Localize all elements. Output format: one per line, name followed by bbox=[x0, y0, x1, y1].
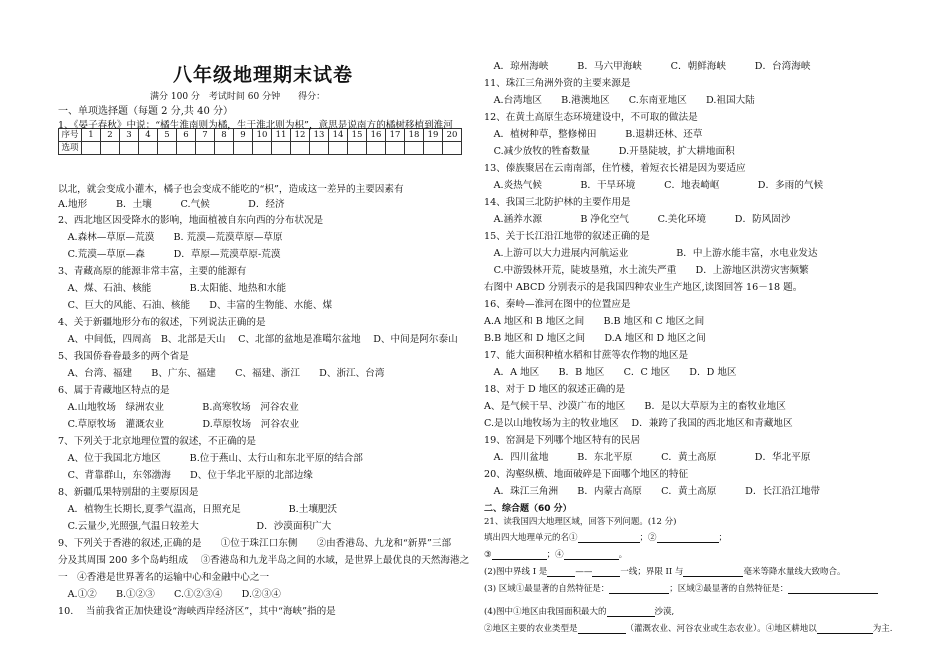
fill-blank[interactable] bbox=[492, 549, 547, 560]
answer-cell[interactable] bbox=[234, 142, 253, 155]
grid-number: 19 bbox=[424, 129, 443, 142]
option-line: C、巨大的风能、石油、核能 D、丰富的生物能、水能、煤 bbox=[58, 300, 333, 311]
question-line: 13、傣族聚居在云南南部，住竹楼，着短衣长裙是因为要适应 bbox=[484, 163, 746, 174]
section-2-heading: 二、综合题（60 分） bbox=[484, 504, 572, 514]
question-line: 以北，就会变成小灌木，橘子也会变成不能吃的“枳”，造成这一差异的主要因素有 bbox=[58, 184, 404, 195]
q21-text: （灌溉农业、河谷农业或生态农业）。④地区耕地以 bbox=[625, 624, 817, 634]
option-line: A.炎热气候 B．干旱环境 C．地表崎岖 D．多雨的气候 bbox=[484, 180, 824, 191]
grid-number: 4 bbox=[139, 129, 158, 142]
option-line: B.B 地区和 D 地区之间 D.A 地区和 D 地区之间 bbox=[484, 333, 706, 344]
option-line: A.①② B.①②③ C.①②③④ D.②③④ bbox=[58, 589, 281, 600]
question-line: 7、下列关于北京地理位置的叙述，不正确的是 bbox=[58, 436, 256, 447]
question-line: 4、关于新疆地形分布的叙述，下列说法正确的是 bbox=[58, 317, 266, 328]
option-line: A.台湾地区 B.港澳地区 C.东南亚地区 D.祖国大陆 bbox=[484, 95, 755, 106]
option-line: A、中间低，四周高 B、北部是天山 C、北部的盆地是准噶尔盆地 D、中间是阿尔泰山 bbox=[58, 334, 458, 345]
q21-text: ②地区主要的农业类型是 bbox=[484, 624, 578, 634]
question-line: 一 ④香港是世界著名的运输中心和金融中心之一 bbox=[58, 572, 270, 583]
fill-blank[interactable] bbox=[578, 532, 640, 543]
option-line: A．A 地区 B．B 地区 C．C 地区 D．D 地区 bbox=[484, 367, 737, 378]
answer-cell[interactable] bbox=[196, 142, 215, 155]
question-line: 17、能大面积种植水稻和甘蔗等农作物的地区是 bbox=[484, 350, 689, 361]
q21-text: ；④ bbox=[546, 550, 564, 560]
grid-number: 2 bbox=[101, 129, 120, 142]
q21-text: (2)图中界线 I 是 bbox=[484, 567, 548, 577]
option-line: C.荒漠—草原—森 D．草原—荒漠草原-荒漠 bbox=[58, 249, 281, 260]
answer-cell[interactable] bbox=[348, 142, 367, 155]
question-line: 11、珠江三角洲外资的主要来源是 bbox=[484, 78, 631, 89]
grid-number: 6 bbox=[177, 129, 196, 142]
q21-line-5 bbox=[484, 605, 674, 617]
answer-cell[interactable] bbox=[158, 142, 177, 155]
answer-cell[interactable] bbox=[120, 142, 139, 155]
exam-info: 满分 100 分 考试时间 60 分钟 得分： bbox=[150, 92, 326, 102]
question-line: 20、沟壑纵横、地面破碎是下面哪个地区的特征 bbox=[484, 469, 689, 480]
grid-number: 17 bbox=[386, 129, 405, 142]
option-line: A.上游可以大力进展内河航运业 B．中上游水能丰富，水电业发达 bbox=[484, 248, 818, 259]
option-line: A.山地牧场 绿洲农业 B.高寒牧场 河谷农业 bbox=[58, 402, 299, 413]
answer-cell[interactable] bbox=[177, 142, 196, 155]
option-line: A．四川盆地 B．东北平原 C．黄土高原 D．华北平原 bbox=[484, 452, 811, 463]
fill-blank[interactable] bbox=[547, 566, 575, 577]
answer-cell[interactable] bbox=[329, 142, 348, 155]
q21-text: 沙漠, bbox=[654, 607, 675, 617]
q21-line-3 bbox=[484, 565, 845, 577]
question-line: 18、对于 D 地区的叙述正确的是 bbox=[484, 384, 626, 395]
q21-line-1 bbox=[484, 531, 727, 543]
answer-grid-option-row bbox=[59, 142, 462, 155]
answer-cell[interactable] bbox=[386, 142, 405, 155]
question-line: 3、青藏高原的能源非常丰富，主要的能源有 bbox=[58, 266, 247, 277]
q21-line-4 bbox=[484, 582, 878, 594]
grid-number: 3 bbox=[120, 129, 139, 142]
fill-blank[interactable] bbox=[657, 532, 719, 543]
question-line: 19、窑洞是下列哪个地区特有的民居 bbox=[484, 435, 641, 446]
grid-number: 8 bbox=[215, 129, 234, 142]
option-line: C.是以山地牧场为主的牧业地区 D．兼跨了我国的西北地区和青藏地区 bbox=[484, 418, 793, 429]
answer-cell[interactable] bbox=[82, 142, 101, 155]
q21-text: 一线；界限 II 与 bbox=[620, 567, 684, 577]
question-line: 2、西北地区因受降水的影响，地面植被自东向西的分布状况是 bbox=[58, 215, 324, 226]
answer-cell[interactable] bbox=[272, 142, 291, 155]
grid-number: 5 bbox=[158, 129, 177, 142]
option-line: A、台湾、福建 B、广东、福建 C、福建、浙江 D、浙江、台湾 bbox=[58, 368, 385, 379]
fill-blank[interactable] bbox=[578, 623, 626, 634]
fill-blank[interactable] bbox=[607, 606, 655, 617]
q21-text: ；② bbox=[639, 533, 657, 543]
fill-blank[interactable] bbox=[609, 583, 669, 594]
option-line: C.减少放牧的牲畜数量 D.开垦陡坡，扩大耕地面积 bbox=[484, 146, 735, 157]
question-line: 10. 当前我省正加快建设“海峡西岸经济区”，其中“海峡”指的是 bbox=[58, 606, 336, 617]
option-line: C.草原牧场 灌溉农业 D.草原牧场 河谷农业 bbox=[58, 419, 300, 430]
option-line: A.A 地区和 B 地区之间 B.B 地区和 C 地区之间 bbox=[484, 316, 705, 327]
question-line: 9、下列关于香港的叙述,正确的是 ①位于珠江口东侧 ②由香港岛、九龙和“新界”三部 bbox=[58, 538, 452, 549]
question-line: 12、在黄土高原生态环境建设中，不可取的做法是 bbox=[484, 112, 698, 123]
fill-blank[interactable] bbox=[817, 623, 873, 634]
grid-number: 9 bbox=[234, 129, 253, 142]
option-line: A．植树种草，整修梯田 B.退耕还林、还草 bbox=[484, 129, 703, 140]
fill-blank[interactable] bbox=[788, 583, 878, 594]
option-line: A．植物生长期长,夏季气温高，日照充足 B.土壤肥沃 bbox=[58, 504, 338, 515]
q21-text: (4)图中①地区由我国面积最大的 bbox=[484, 607, 607, 617]
question-line: 16、秦岭—淮河在图中的位置应是 bbox=[484, 299, 631, 310]
option-line: A、是气候干旱、沙漠广布的地区 B．是以大草原为主的畜牧业地区 bbox=[484, 401, 786, 412]
answer-cell[interactable] bbox=[215, 142, 234, 155]
option-line: C.中游毁林开荒，陡坡垦殖，水土流失严重 D．上游地区洪涝灾害频繁 bbox=[484, 265, 809, 276]
answer-grid bbox=[58, 128, 462, 155]
grid-row-head-number: 序号 bbox=[59, 129, 82, 142]
q21-text: ；区域②最显著的自然特征是： bbox=[669, 584, 789, 594]
answer-cell[interactable] bbox=[367, 142, 386, 155]
page-title: 八年级地理期末试卷 bbox=[172, 64, 353, 86]
q21-text: 为主. bbox=[872, 624, 893, 634]
option-line: A、煤、石油、核能 B.太阳能、地热和水能 bbox=[58, 283, 287, 294]
question-line: 14、我国三北防护林的主要作用是 bbox=[484, 197, 631, 208]
question-line: 15、关于长江沿江地带的叙述正确的是 bbox=[484, 231, 650, 242]
answer-cell[interactable] bbox=[443, 142, 462, 155]
answer-cell[interactable] bbox=[139, 142, 158, 155]
question-line: 1、《晏子春秋》中说：“橘生淮南则为橘，生于淮北则为枳”，意思是说南方的橘树移植到淮河 bbox=[58, 120, 453, 131]
answer-cell[interactable] bbox=[405, 142, 424, 155]
q21-text: 填出四大地理单元的名① bbox=[484, 533, 578, 543]
q21-text: —— bbox=[575, 567, 593, 577]
option-line: A．琼州海峡 B．马六甲海峡 C．朝鲜海峡 D．台湾海峡 bbox=[484, 61, 811, 72]
fill-blank[interactable] bbox=[683, 566, 743, 577]
q21-text: 。 bbox=[618, 550, 628, 560]
option-line: C、背靠群山，东邻渤海 D、位于华北平原的北部边缘 bbox=[58, 470, 313, 481]
answer-cell[interactable] bbox=[101, 142, 120, 155]
section-1-heading: 一、单项选择题（每题 2 分,共 40 分） bbox=[58, 106, 233, 117]
question-line: 分及其周围 200 多个岛屿组成 ③香港岛和九龙半岛之间的水域，是世界上最优良的天然海港之 bbox=[58, 555, 470, 566]
q21-intro: 21、读我国四大地理区域，回答下列问题。(12 分) bbox=[484, 517, 677, 527]
q21-line-2 bbox=[484, 548, 627, 560]
grid-row-head-option: 选项 bbox=[59, 142, 82, 155]
grid-number: 14 bbox=[329, 129, 348, 142]
instruction-line: 右图中 ABCD 分别表示的是我国四种农业生产地区,读图回答 16－18 题。 bbox=[484, 282, 803, 293]
option-line: A.森林—草原—荒漠 B. 荒漠—荒漠草原—草原 bbox=[58, 232, 283, 243]
question-line: 8、新疆瓜果特别甜的主要原因是 bbox=[58, 487, 199, 498]
grid-number: 10 bbox=[253, 129, 272, 142]
option-line: A.地形 B．土壤 C.气候 D．经济 bbox=[58, 199, 285, 210]
grid-number: 11 bbox=[272, 129, 291, 142]
q21-text: (3) 区域①最显著的自然特征是： bbox=[484, 584, 610, 594]
q21-text: ； bbox=[718, 533, 728, 543]
answer-cell[interactable] bbox=[310, 142, 329, 155]
q21-text: ③ bbox=[484, 550, 492, 560]
grid-number: 20 bbox=[443, 129, 462, 142]
grid-number: 12 bbox=[291, 129, 310, 142]
option-line: A.涵养水源 B 净化空气 C.美化环境 D．防风固沙 bbox=[484, 214, 791, 225]
grid-number: 7 bbox=[196, 129, 215, 142]
grid-number: 13 bbox=[310, 129, 329, 142]
option-line: A．珠江三角洲 B．内蒙古高原 C．黄土高原 D．长江沿江地带 bbox=[484, 486, 821, 497]
question-line: 6、属于青藏地区特点的是 bbox=[58, 385, 170, 396]
grid-number: 1 bbox=[82, 129, 101, 142]
answer-cell[interactable] bbox=[253, 142, 272, 155]
option-line: C.云量少,光照强,气温日较差大 D．沙漠面积广大 bbox=[58, 521, 332, 532]
answer-cell[interactable] bbox=[291, 142, 310, 155]
question-line: 5、我国侨眷眷最多的两个省是 bbox=[58, 351, 189, 362]
grid-number: 16 bbox=[367, 129, 386, 142]
option-line: A、位于我国北方地区 B.位于燕山、太行山和东北平原的结合部 bbox=[58, 453, 363, 464]
grid-number: 18 bbox=[405, 129, 424, 142]
answer-cell[interactable] bbox=[424, 142, 443, 155]
grid-number: 15 bbox=[348, 129, 367, 142]
q21-line-6 bbox=[484, 622, 892, 634]
fill-blank[interactable] bbox=[592, 566, 620, 577]
q21-text: 毫米等降水量线大致吻合。 bbox=[743, 567, 846, 577]
fill-blank[interactable] bbox=[564, 549, 619, 560]
